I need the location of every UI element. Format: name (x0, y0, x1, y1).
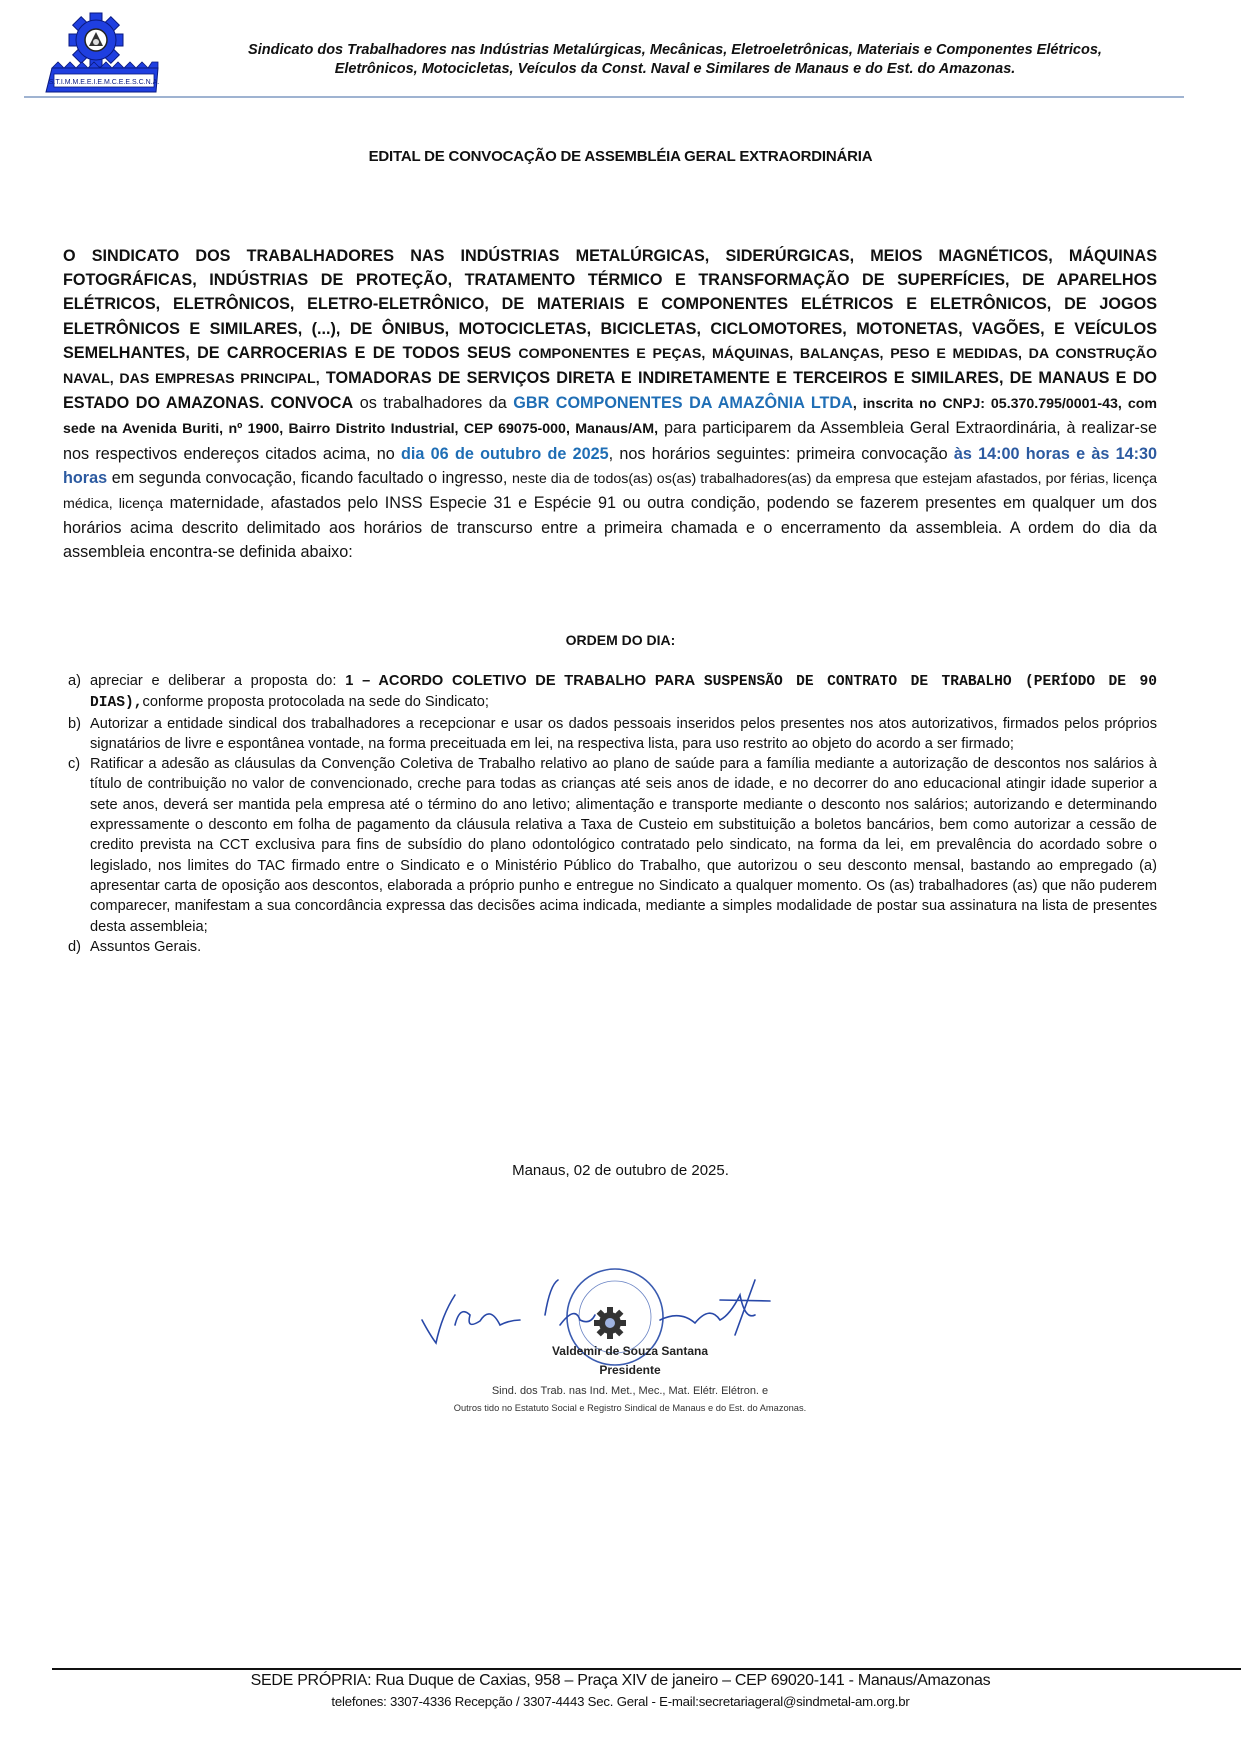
document-title: EDITAL DE CONVOCAÇÃO DE ASSEMBLÉIA GERAL EXTRAORDINÁRIA (368, 148, 873, 165)
union-name-line-1: Sindicato dos Trabalhadores nas Indústrias Metalúrgicas, Mecânicas, Eletroeletrônicas, Materiais e Componentes Elétricos, (248, 42, 1102, 58)
agenda-item-marker: c) (68, 756, 81, 773)
footer-address: SEDE PRÓPRIA: Rua Duque de Caxias, 958 – Praça XIV de janeiro – CEP 69020-141 - Manaus/Amazonas (250, 1672, 991, 1689)
letterhead (0, 0, 1241, 100)
agenda-item-d (68, 937, 1157, 957)
agenda-item-b (68, 714, 1157, 755)
convocation-text-6: maternidade, afastados pelo INSS Especie 31 e Espécie 91 ou outra condição, podendo se fazerem presentes em qualquer um dos horários acima descrito delimitado aos horários de transcurso entre a primeira chamada e o encerramento da assembleia. A ordem do dia da assembleia encontra-se definida abaixo: (63, 494, 1157, 562)
footer-divider (52, 1668, 1241, 1670)
agenda-item-marker: a) (68, 673, 81, 689)
agenda-item-text: apreciar e deliberar a proposta do: (90, 673, 337, 689)
agenda-item-tail: conforme proposta protocolada na sede do Sindicato; (142, 694, 489, 711)
agenda-item-text: Ratificar a adesão as cláusulas da Convenção Coletiva de Trabalho relativo ao plano de saúde para a família mediante a autorização de descontos nos salários à título de contribuição no valor de convencionado, creche para todas as crianças até seis anos de idade, e no decorrer do ano educacional atingir idade superior a sete anos, deverá ser mantida pela empresa até o término do ano letivo; alimentação e transporte mediante o desconto nos salários; autorizando e determinando expressamente o desconto em folha de pagamento da cláusula relativa a Taxa de Custeio em substituição a boletos bancários, bem como autorizar a cessão de credito prevista na CCT exclusiva para fins de subsídio do plano odontológico contratado pelo sindicato, na forma da lei, em prevalência do acordado sobre o legislado, nos limites do TAC firmado entre o Sindicato e o Ministério Público do Trabalho, que autorizou o seu desconto mensal, bastando ao empregado (a) apresentar carta de oposição aos descontos, elaborada a próprio punho e entregue no Sindicato a qualquer momento. Os (as) trabalhadores (as) que não puderem comparecer, manifestam a sua concordância expressa das decisões acima indicada, mediante a simples modalidade de postar sua assinatura na lista de presentes desta assembleia; (90, 756, 1157, 935)
union-full-name-convoca: TOMADORAS DE SERVIÇOS DIRETA E INDIRETAMENTE E TERCEIROS E SIMILARES, DE MANAUS E DO ESTADO DO AMAZONAS. CONVOCA (63, 369, 1157, 413)
union-name (170, 41, 1180, 79)
agenda-item-text: Autorizar a entidade sindical dos trabalhadores a recepcionar e usar os dados pessoais inseridos pelos presentes nos atos autorizativos, firmados pelos próprios signatários de livre e espontânea vontade, na forma preceituada em lei, na respectiva lista, para uso restrito ao objeto do acordo a ser firmado; (90, 715, 1157, 752)
convocation-text-5: neste dia de todos(as) os(as) trabalhadores(as) da empresa que estejam afastados, por férias, licença médica, licença (63, 470, 1157, 513)
convocation-text-2: para participarem da Assembleia Geral Extraordinária, à realizar-se nos respectivos endereços citados acima, no (63, 419, 1157, 463)
convocation-text-3: , nos horários seguintes: primeira convocação (608, 444, 948, 463)
convocation-text-4: em segunda convocação, ficando facultado o ingresso, (111, 468, 508, 487)
company-details: , inscrita no CNPJ: 05.370.795/0001-43, com sede na Avenida Buriti, nº 1900, Bairro Distrito Industrial, CEP 69075-000, Manaus/AM, (63, 396, 1157, 438)
company-name: GBR COMPONENTES DA AMAZÔNIA LTDA (513, 394, 853, 413)
agenda-item-bold: 1 – ACORDO COLETIVO DE TRABALHO PARA (345, 673, 696, 689)
header-divider (24, 96, 1184, 98)
assembly-date: dia 06 de outubro de 2025 (401, 444, 609, 463)
convocation-text-1: os trabalhadores da (359, 394, 507, 413)
signature-block (410, 1265, 850, 1425)
agenda-item-marker: b) (68, 715, 81, 732)
signatory-org-line-2: Outros tido no Estatuto Social e Registro Sindical de Manaus e do Est. do Amazonas. (453, 1403, 807, 1413)
union-full-name: O SINDICATO DOS TRABALHADORES NAS INDÚSTRIAS METALÚRGICAS, SIDERÚRGICAS, MEIOS MAGNÉTICOS, MÁQUINAS FOTOGRÁFICAS, INDÚSTRIAS DE PROTEÇÃO, TRATAMENTO TÉRMICO E TRANSFORMAÇÃO DE SUPERFÍCIES, DE APARELHOS ELÉTRICOS, ELETRÔNICOS, ELETRO-ELETRÔNICO, DE MATERIAIS E COMPONENTES ELÉTRICOS E ELETRÔNICOS, DE JOGOS ELETRÔNICOS E SIMILARES, (...), DE ÔNIBUS, MOTOCICLETAS, BICICLETAS, CICLOMOTORES, MOTONETAS, VAGÕES, E VEÍCULOS SEMELHANTES, DE CARROCERIAS E DE TODOS SEUS (63, 247, 1157, 362)
agenda-item-a (68, 671, 1157, 714)
agenda-list (68, 671, 1157, 957)
agenda-item-mono: SUSPENSÃO DE CONTRATO DE TRABALHO (PERÍODO DE 90 DIAS), (90, 674, 1157, 712)
agenda-item-marker: d) (68, 938, 81, 955)
convocation-paragraph (63, 244, 1157, 565)
footer-contacts: telefones: 3307-4336 Recepção / 3307-4443 Sec. Geral - E-mail:secretariageral@sindmetal-am.org.br (331, 1694, 910, 1709)
agenda-title: ORDEM DO DIA: (565, 632, 676, 648)
union-gear-logo-icon (44, 12, 166, 96)
assembly-times: às 14:00 horas e às 14:30 horas (63, 444, 1158, 487)
union-full-name-small: COMPONENTES E PEÇAS, MÁQUINAS, BALANÇAS, PESO E MEDIDAS, DA CONSTRUÇÃO NAVAL, DAS EMPRESAS PRINCIPAL, (63, 345, 1157, 388)
place-and-date: Manaus, 02 de outubro de 2025. (512, 1162, 729, 1179)
agenda-item-c (68, 754, 1157, 937)
signatory-role: Presidente (599, 1363, 661, 1377)
signatory-name: Valdemir de Souza Santana (551, 1344, 709, 1358)
logo-acronym: S.T.I.M.M.E.E.I.E.M.C.E.E.S.C.N.A. (48, 79, 160, 86)
signatory-org-line-1: Sind. dos Trab. nas Ind. Met., Mec., Mat. Elétr. Elétron. e (491, 1385, 769, 1397)
agenda-item-text: Assuntos Gerais. (90, 938, 202, 955)
union-name-line-2: Eletrônicos, Motocicletas, Veículos da Const. Naval e Similares de Manaus e do Est. do Amazonas. (334, 61, 1016, 77)
